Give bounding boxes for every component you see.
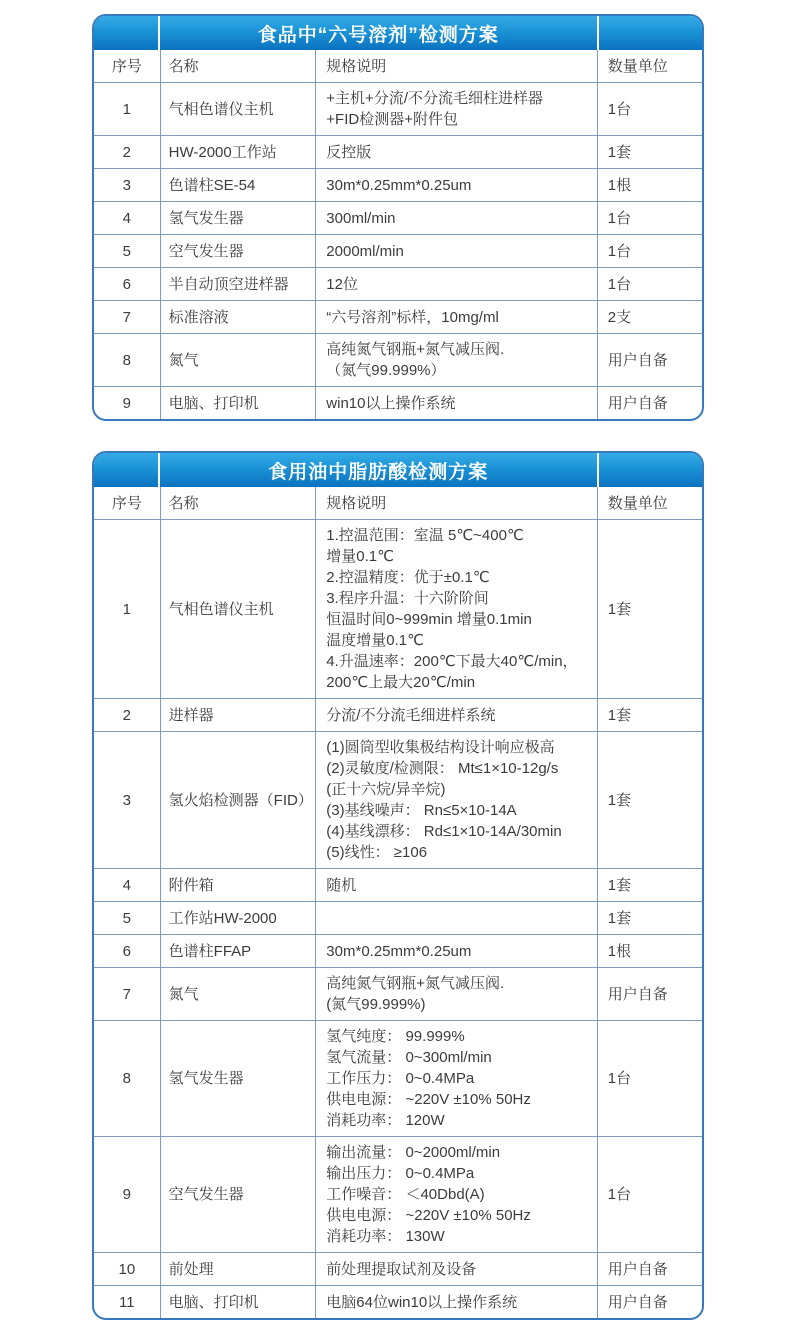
- spec-line: 1台: [607, 242, 632, 260]
- table-body: [94, 520, 702, 1318]
- spec-line: 8: [122, 1070, 131, 1087]
- item-spec-cell: [315, 699, 597, 731]
- spec-line: 2: [122, 143, 131, 161]
- spec-line: 氢火焰检测器（FID）: [168, 791, 313, 809]
- spec-line: 用户自备: [607, 985, 668, 1003]
- spec-line: 电脑、打印机: [168, 1293, 259, 1311]
- spec-line: 1台: [607, 209, 632, 227]
- item-spec-cell: [315, 1253, 597, 1285]
- spec-line: 高纯氮气钢瓶+氮气减压阀.: [326, 341, 505, 358]
- item-qty-cell: [597, 1137, 702, 1252]
- item-name-cell: [160, 1021, 316, 1136]
- spec-line: 3: [122, 791, 131, 809]
- item-spec-cell: [315, 968, 597, 1020]
- row-number-cell: [94, 699, 160, 731]
- spec-line: 7: [122, 308, 131, 326]
- spec-line: 1根: [607, 942, 632, 960]
- table-title-bar: [94, 453, 702, 487]
- spec-line: 2000ml/min: [326, 242, 404, 260]
- item-name-cell: [160, 902, 316, 934]
- row-number-cell: [94, 968, 160, 1020]
- item-qty-cell: [597, 1286, 702, 1318]
- item-qty-cell: [597, 935, 702, 967]
- table-row: [94, 731, 702, 868]
- spec-line: win10以上操作系统: [326, 394, 456, 412]
- item-spec-cell: [315, 1021, 597, 1136]
- fatty-acid-detection-table: [92, 451, 704, 1320]
- page: [92, 14, 704, 1320]
- item-name-cell: [160, 387, 316, 419]
- row-number-cell: [94, 1137, 160, 1252]
- row-number-cell: [94, 520, 160, 698]
- spec-line: 氢气纯度： 99.999%: [326, 1028, 465, 1045]
- spec-line: +主机+分流/不分流毛细柱进样器: [326, 90, 543, 107]
- spec-line: 5: [122, 242, 131, 260]
- item-qty-cell: [597, 520, 702, 698]
- spec-line: (氮气99.999%): [326, 996, 426, 1013]
- spec-line: 恒温时间0~999min 增量0.1min: [326, 611, 532, 628]
- item-name-cell: [160, 968, 316, 1020]
- table-title: 食品中“六号溶剂”检测方案: [257, 24, 499, 46]
- title-spacer: [94, 16, 160, 50]
- spec-line: (4)基线漂移： Rd≤1×10-14A/30min: [326, 823, 562, 840]
- row-number-cell: [94, 202, 160, 234]
- item-spec-cell: [315, 169, 597, 201]
- spec-line: 色谱柱FFAP: [168, 942, 252, 960]
- spec-line: (2)灵敏度/检测限： Mt≤1×10-12g/s: [326, 760, 559, 777]
- item-name-cell: [160, 334, 316, 386]
- table-row: [94, 267, 702, 300]
- spec-line: 4: [122, 209, 131, 227]
- row-number-cell: [94, 935, 160, 967]
- spec-line: 1.控温范围：室温 5℃~400℃: [326, 527, 524, 544]
- spec-line: 用户自备: [607, 1293, 668, 1311]
- item-spec-cell: [315, 1137, 597, 1252]
- item-name-cell: [160, 699, 316, 731]
- item-name-cell: [160, 83, 316, 135]
- spec-line: “六号溶剂”标样，10mg/ml: [326, 308, 499, 326]
- item-qty-cell: [597, 869, 702, 901]
- spec-line: 1套: [607, 876, 632, 894]
- spec-line: 1台: [607, 1186, 632, 1203]
- row-number-cell: [94, 869, 160, 901]
- column-header-qty: 数量单位: [597, 487, 702, 519]
- spec-line: 200℃上最大20℃/min: [326, 674, 476, 691]
- spec-line: 工作噪音： ＜40Dbd(A): [326, 1186, 485, 1203]
- row-number-cell: [94, 83, 160, 135]
- spec-line: 半自动顶空进样器: [168, 275, 289, 293]
- spec-line: 氢气发生器: [168, 1070, 244, 1087]
- item-qty-cell: [597, 202, 702, 234]
- table-header: [94, 487, 702, 520]
- item-qty-cell: [597, 732, 702, 868]
- spec-line: 1套: [607, 600, 632, 618]
- row-number-cell: [94, 268, 160, 300]
- spec-line: 工作压力： 0~0.4MPa: [326, 1070, 475, 1087]
- table-row: [94, 868, 702, 901]
- item-name-cell: [160, 935, 316, 967]
- item-name-cell: [160, 202, 316, 234]
- item-spec-cell: [315, 202, 597, 234]
- spec-line: 前处理: [168, 1260, 214, 1278]
- spec-line: 消耗功率： 120W: [326, 1112, 445, 1129]
- item-qty-cell: [597, 1021, 702, 1136]
- spec-line: 氢气流量： 0~300ml/min: [326, 1049, 492, 1066]
- spec-line: 空气发生器: [168, 242, 244, 260]
- row-number-cell: [94, 136, 160, 168]
- item-spec-cell: [315, 902, 597, 934]
- spec-line: 色谱柱SE-54: [168, 176, 256, 194]
- spec-line: 11: [119, 1293, 135, 1311]
- row-number-cell: [94, 387, 160, 419]
- spec-line: 供电电源： ~220V ±10% 50Hz: [326, 1207, 531, 1224]
- item-spec-cell: [315, 387, 597, 419]
- table-row: [94, 520, 702, 698]
- table-row: [94, 901, 702, 934]
- table-row: [94, 168, 702, 201]
- item-qty-cell: [597, 83, 702, 135]
- table-row: [94, 386, 702, 419]
- spec-line: 1套: [607, 143, 632, 161]
- item-qty-cell: [597, 968, 702, 1020]
- spec-line: 电脑、打印机: [168, 394, 259, 412]
- spec-line: 空气发生器: [168, 1186, 244, 1203]
- column-header-spec: 规格说明: [315, 50, 597, 82]
- spec-line: 1台: [607, 1070, 632, 1087]
- spec-line: HW-2000工作站: [168, 143, 277, 161]
- item-spec-cell: [315, 235, 597, 267]
- spec-line: 10: [118, 1260, 136, 1278]
- title-spacer: [94, 453, 160, 487]
- item-name-cell: [160, 235, 316, 267]
- spec-line: 1套: [607, 909, 632, 927]
- row-number-cell: [94, 902, 160, 934]
- item-spec-cell: [315, 869, 597, 901]
- item-name-cell: [160, 169, 316, 201]
- item-qty-cell: [597, 136, 702, 168]
- row-number-cell: [94, 334, 160, 386]
- item-spec-cell: [315, 83, 597, 135]
- spec-line: 工作站HW-2000: [168, 909, 277, 927]
- spec-line: 用户自备: [607, 394, 668, 412]
- spec-line: 反控版: [326, 143, 372, 161]
- item-spec-cell: [315, 268, 597, 300]
- item-spec-cell: [315, 935, 597, 967]
- spec-line: +FID检测器+附件包: [326, 111, 458, 128]
- item-qty-cell: [597, 169, 702, 201]
- spec-line: 1: [122, 100, 131, 118]
- item-name-cell: [160, 732, 316, 868]
- item-name-cell: [160, 1137, 316, 1252]
- table-row: [94, 1285, 702, 1318]
- spec-line: 1套: [607, 706, 632, 724]
- spec-line: 消耗功率： 130W: [326, 1228, 445, 1245]
- item-qty-cell: [597, 235, 702, 267]
- spec-line: 供电电源： ~220V ±10% 50Hz: [326, 1091, 531, 1108]
- item-name-cell: [160, 1253, 316, 1285]
- table-row: [94, 967, 702, 1020]
- spec-line: 30m*0.25mm*0.25um: [326, 176, 472, 194]
- spec-line: 4.升温速率：200℃下最大40℃/min，: [326, 653, 578, 670]
- row-number-cell: [94, 1286, 160, 1318]
- item-spec-cell: [315, 334, 597, 386]
- row-number-cell: [94, 235, 160, 267]
- item-name-cell: [160, 869, 316, 901]
- spec-line: 2: [122, 706, 131, 724]
- spec-line: 附件箱: [168, 876, 214, 894]
- spec-line: 分流/不分流毛细进样系统: [326, 706, 496, 724]
- item-qty-cell: [597, 268, 702, 300]
- item-name-cell: [160, 268, 316, 300]
- table-row: [94, 135, 702, 168]
- item-name-cell: [160, 1286, 316, 1318]
- title-spacer: [597, 16, 702, 50]
- item-spec-cell: [315, 1286, 597, 1318]
- spec-line: 高纯氮气钢瓶+氮气减压阀.: [326, 975, 505, 992]
- spec-line: 2支: [607, 308, 632, 326]
- spec-line: 1台: [607, 100, 632, 118]
- table-row: [94, 201, 702, 234]
- column-header-no: 序号: [111, 57, 142, 75]
- spec-line: 7: [122, 985, 131, 1003]
- spec-line: 氮气: [168, 351, 199, 369]
- spec-line: 增量0.1℃: [326, 548, 394, 565]
- spec-line: 4: [122, 876, 131, 894]
- spec-line: 3.程序升温：十六阶阶间: [326, 590, 489, 607]
- spec-line: (正十六烷/异辛烷): [326, 781, 446, 798]
- spec-line: 标准溶液: [168, 308, 229, 326]
- spec-line: 3: [122, 176, 131, 194]
- title-spacer: [597, 453, 702, 487]
- table-row: [94, 333, 702, 386]
- row-number-cell: [94, 169, 160, 201]
- table-row: [94, 698, 702, 731]
- table-title: 食用油中脂肪酸检测方案: [268, 461, 489, 483]
- item-spec-cell: [315, 301, 597, 333]
- column-header-qty: 数量单位: [597, 50, 702, 82]
- item-qty-cell: [597, 301, 702, 333]
- spec-line: 输出流量： 0~2000ml/min: [326, 1144, 501, 1161]
- column-header-name: 名称: [160, 50, 316, 82]
- spec-line: 9: [122, 394, 131, 412]
- spec-line: (1)圆筒型收集极结构设计响应极高: [326, 739, 555, 756]
- spec-line: 1: [122, 600, 131, 618]
- item-name-cell: [160, 301, 316, 333]
- table-row: [94, 83, 702, 135]
- table-row: [94, 934, 702, 967]
- column-header-spec: 规格说明: [315, 487, 597, 519]
- item-name-cell: [160, 520, 316, 698]
- column-header-name: 名称: [160, 487, 316, 519]
- spec-line: 6: [122, 942, 131, 960]
- item-qty-cell: [597, 1253, 702, 1285]
- item-qty-cell: [597, 387, 702, 419]
- table-title-bar: [94, 16, 702, 50]
- spec-line: 1套: [607, 791, 632, 809]
- spec-line: 8: [122, 351, 131, 369]
- row-number-cell: [94, 1021, 160, 1136]
- item-spec-cell: [315, 520, 597, 698]
- item-qty-cell: [597, 334, 702, 386]
- spec-line: 用户自备: [607, 1260, 668, 1278]
- table-row: [94, 300, 702, 333]
- spec-line: 5: [122, 909, 131, 927]
- spec-line: 温度增量0.1℃: [326, 632, 424, 649]
- table-row: [94, 234, 702, 267]
- spec-line: 氮气: [168, 985, 199, 1003]
- spec-line: 30m*0.25mm*0.25um: [326, 942, 472, 960]
- item-spec-cell: [315, 732, 597, 868]
- spec-line: 用户自备: [607, 351, 668, 369]
- spec-line: 2.控温精度：优于±0.1℃: [326, 569, 490, 586]
- table-row: [94, 1252, 702, 1285]
- item-name-cell: [160, 136, 316, 168]
- table-row: [94, 1136, 702, 1252]
- spec-line: (3)基线噪声： Rn≤5×10-14A: [326, 802, 517, 819]
- item-qty-cell: [597, 699, 702, 731]
- spec-line: 6: [122, 275, 131, 293]
- row-number-cell: [94, 301, 160, 333]
- tables-gap: [92, 421, 704, 451]
- spec-line: 进样器: [168, 706, 214, 724]
- spec-line: 300ml/min: [326, 209, 396, 227]
- item-spec-cell: [315, 136, 597, 168]
- item-qty-cell: [597, 902, 702, 934]
- spec-line: 前处理提取试剂及设备: [326, 1260, 477, 1278]
- spec-line: 气相色谱仪主机: [168, 600, 274, 618]
- solvent-detection-table: [92, 14, 704, 421]
- table-body: [94, 83, 702, 419]
- spec-line: （氮气99.999%）: [326, 362, 446, 379]
- spec-line: 1根: [607, 176, 632, 194]
- spec-line: 随机: [326, 876, 357, 894]
- spec-line: 氢气发生器: [168, 209, 244, 227]
- table-row: [94, 1020, 702, 1136]
- row-number-cell: [94, 732, 160, 868]
- column-header-no: 序号: [111, 494, 142, 512]
- table-header: [94, 50, 702, 83]
- spec-line: 输出压力： 0~0.4MPa: [326, 1165, 475, 1182]
- spec-line: 气相色谱仪主机: [168, 100, 274, 118]
- row-number-cell: [94, 1253, 160, 1285]
- spec-line: 12位: [326, 275, 358, 293]
- spec-line: 1台: [607, 275, 632, 293]
- spec-line: 9: [122, 1186, 131, 1203]
- spec-line: (5)线性： ≥106: [326, 844, 428, 861]
- spec-line: 电脑64位win10以上操作系统: [326, 1293, 518, 1311]
